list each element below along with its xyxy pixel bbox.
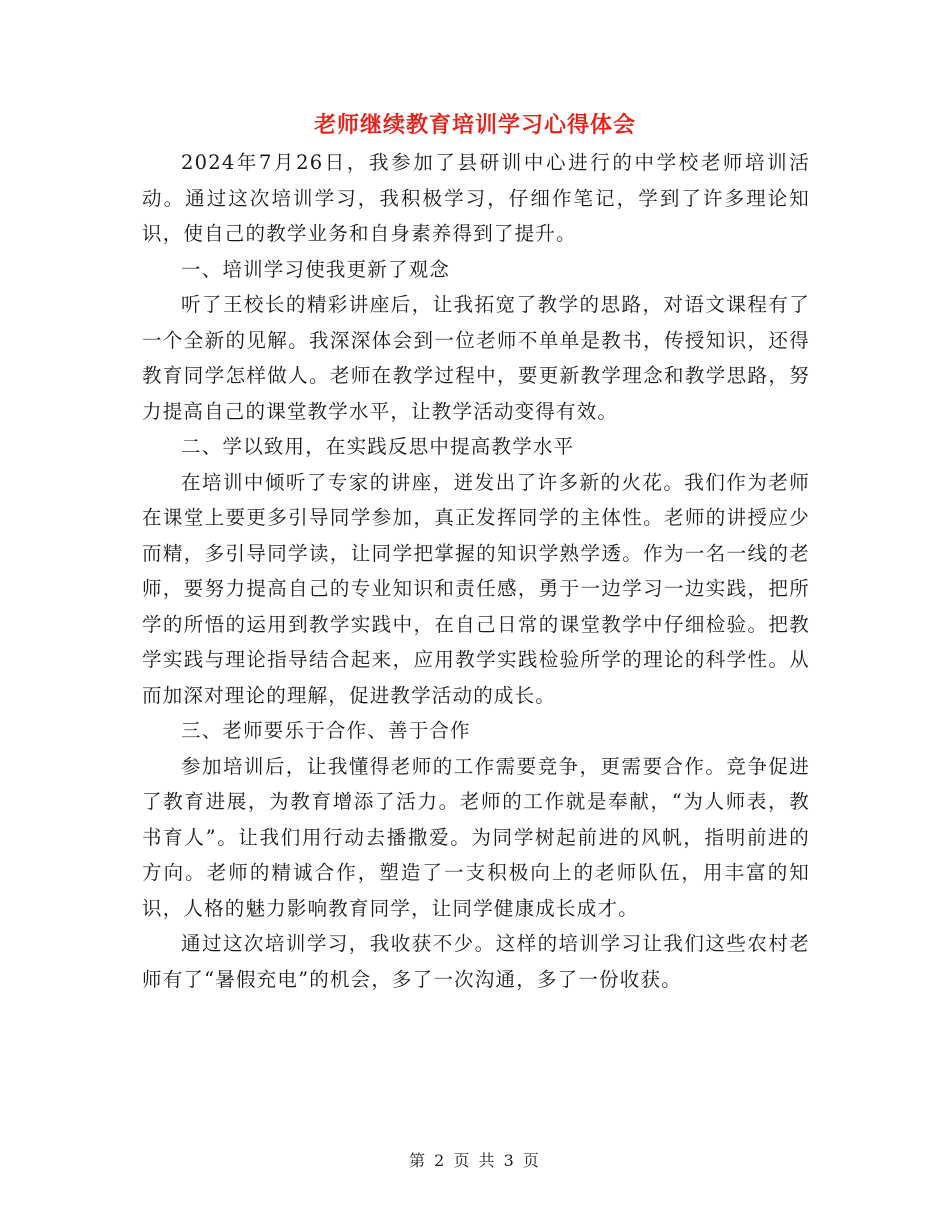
paragraph-section-2: 在培训中倾听了专家的讲座，迸发出了许多新的火花。我们作为老师在课堂上要更多引导同学参加，真正发挥同学的主体性。老师的讲授应少而精，多引导同学读，让同学把掌握的知识学熟学透。作为一名一线的老师，要努力提高自己的专业知识和责任感，勇于一边学习一边实践，把所学的所悟的运用到教学实践中，在自己日常的课堂教学中仔细检验。把教学实践与理论指导结合起来，应用教学实践检验所学的理论的科学性。从而加深对理论的理解，促进教学活动的成长。 xyxy=(142,470,810,707)
page-number-footer: 第 2 页 共 3 页 xyxy=(409,1151,541,1170)
document-body xyxy=(142,145,810,997)
section-heading-2: 二、学以致用，在实践反思中提高教学水平 xyxy=(181,435,575,458)
paragraph-section-3: 参加培训后，让我懂得老师的工作需要竞争，更需要合作。竞争促进了教育进展，为教育增添了活力。老师的工作就是奉献，“为人师表，教书育人”。让我们用行动去播撒爱。为同学树起前进的风帆，指明前进的方向。老师的精诚合作，塑造了一支积极向上的老师队伍，用丰富的知识，人格的魅力影响教育同学，让同学健康成长成才。 xyxy=(142,754,810,920)
paragraph-intro: 2024年7月26日，我参加了县研训中心进行的中学校老师培训活动。通过这次培训学习，我积极学习，仔细作笔记，学到了许多理论知识，使自己的教学业务和自身素养得到了提升。 xyxy=(142,151,810,245)
paragraph-conclusion: 通过这次培训学习，我收获不少。这样的培训学习让我们这些农村老师有了“暑假充电”的机会，多了一次沟通，多了一份收获。 xyxy=(142,932,810,991)
section-heading-1: 一、培训学习使我更新了观念 xyxy=(181,257,451,281)
section-heading-3: 三、老师要乐于合作、善于合作 xyxy=(181,719,471,742)
document-title: 老师继续教育培训学习心得体会 xyxy=(313,112,636,138)
paragraph-section-1: 听了王校长的精彩讲座后，让我拓宽了教学的思路，对语文课程有了一个全新的见解。我深深体会到一位老师不单单是教书，传授知识，还得教育同学怎样做人。老师在教学过程中，要更新教学理念和教学思路，努力提高自己的课堂教学水平，让教学活动变得有效。 xyxy=(142,293,810,423)
